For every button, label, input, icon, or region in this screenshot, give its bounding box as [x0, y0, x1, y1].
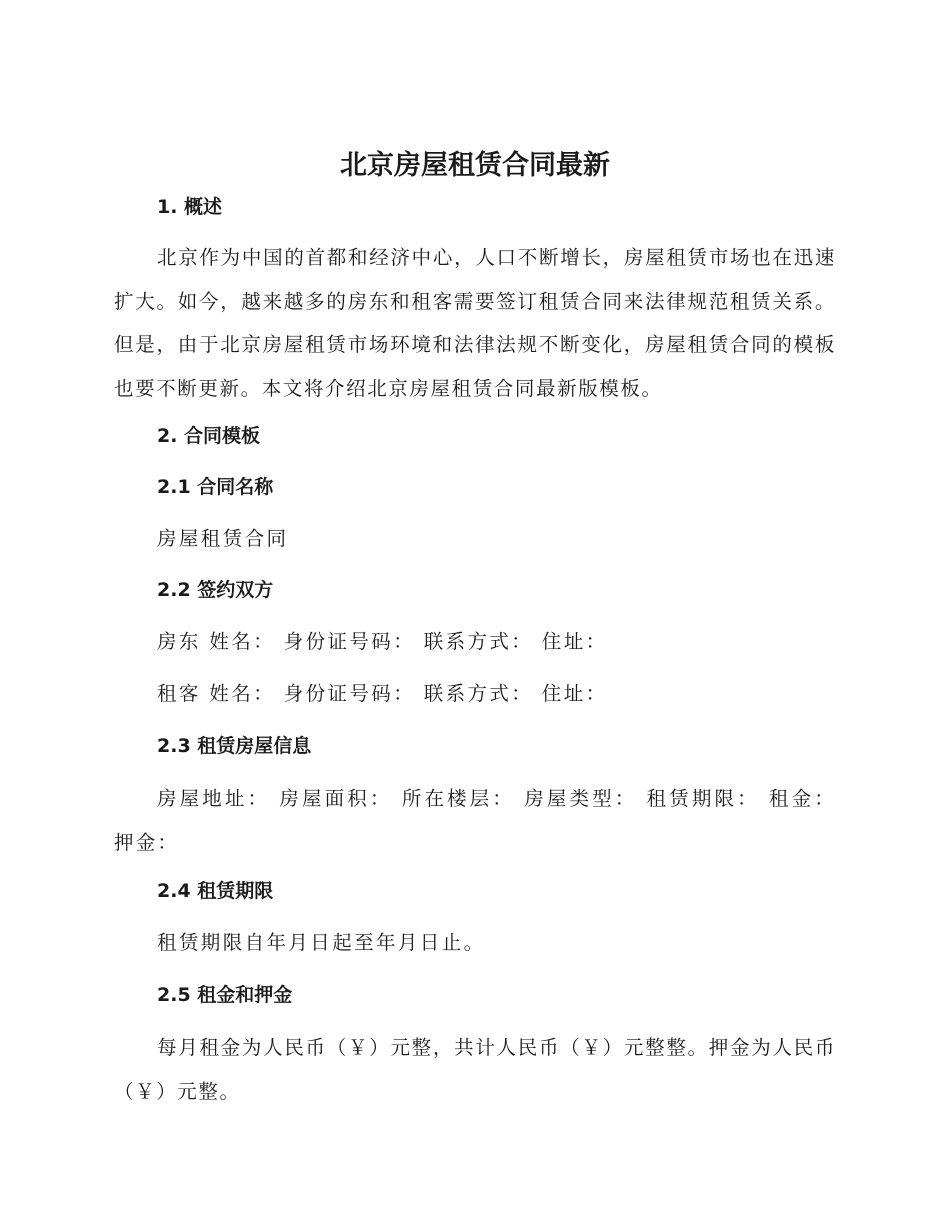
section-heading-parties: 2.2 签约双方 [157, 579, 274, 601]
section-heading-house-info: 2.3 租赁房屋信息 [157, 735, 312, 757]
section-heading-template: 2. 合同模板 [157, 425, 261, 447]
landlord-info-line: 房东 姓名： 身份证号码： 联系方式： 住址： [157, 630, 608, 653]
contract-name-text: 房屋租赁合同 [157, 527, 289, 550]
section-heading-overview: 1. 概述 [157, 196, 223, 218]
tenant-info-line: 租客 姓名： 身份证号码： 联系方式： 住址： [157, 682, 608, 705]
rent-deposit-paragraph: 每月租金为人民币（￥）元整，共计人民币（￥）元整整。押金为人民币（￥）元整。 [114, 1036, 836, 1103]
overview-paragraph: 北京作为中国的首都和经济中心，人口不断增长，房屋租赁市场也在迅速扩大。如今，越来越多的房东和租客需要签订租赁合同来法律规范租赁关系。但是，由于北京房屋租赁市场环境和法律法规不断变化，房屋租赁合同的模板也要不断更新。本文将介绍北京房屋租赁合同最新版模板。 [114, 246, 836, 400]
document-title: 北京房屋租赁合同最新 [340, 150, 610, 181]
section-heading-contract-name: 2.1 合同名称 [157, 476, 274, 498]
house-info-paragraph: 房屋地址： 房屋面积： 所在楼层： 房屋类型： 租赁期限： 租金： 押金： [114, 787, 836, 854]
section-heading-rent-deposit: 2.5 租金和押金 [157, 984, 293, 1006]
section-heading-term: 2.4 租赁期限 [157, 880, 274, 902]
term-text: 租赁期限自年月日起至年月日止。 [157, 931, 486, 954]
